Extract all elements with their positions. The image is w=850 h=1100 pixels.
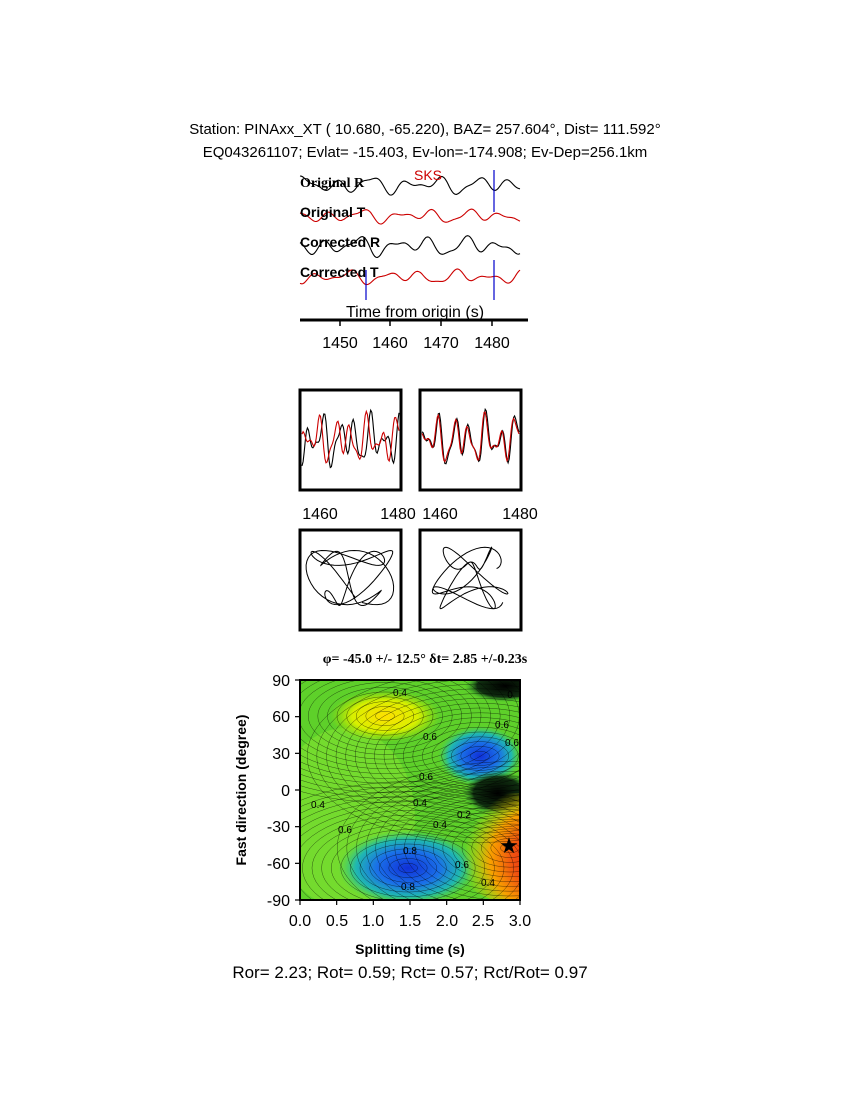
- contour-value-label: 0.4: [481, 878, 495, 889]
- phase-label-sks: SKS: [414, 167, 443, 183]
- window-traces-corrected: [422, 409, 519, 463]
- contour-value-label: 0.6: [495, 720, 509, 731]
- ytick-30: 30: [272, 746, 290, 763]
- particle-motion-original: [306, 551, 394, 606]
- contour-value-label: 0.6: [338, 825, 352, 836]
- window-waveforms: [290, 380, 550, 530]
- particle-box-corrected: [420, 530, 521, 630]
- ytick-60: 60: [272, 709, 290, 726]
- contour-value-label: 0: [507, 690, 513, 701]
- xtick-1-0: 1.0: [361, 913, 385, 930]
- contour-value-label: 0.8: [403, 846, 417, 857]
- contour-value-label: 0.6: [505, 738, 519, 749]
- xtick-0-5: 0.5: [325, 913, 349, 930]
- correlation-stats: Ror= 2.23; Rot= 0.59; Rct= 0.57; Rct/Rot= 0.97: [232, 963, 588, 982]
- xtick-0: 0.0: [288, 913, 312, 930]
- contour-value-label: 0.6: [419, 772, 433, 783]
- particle-path-corrected: [432, 547, 508, 608]
- window-tick-left-1480: 1480: [380, 506, 416, 523]
- contour-value-label: 0.4: [311, 800, 325, 811]
- particle-box-original: [300, 530, 401, 630]
- contour-value-label: 0.4: [393, 688, 407, 699]
- xtick-2-0: 2.0: [435, 913, 459, 930]
- contour-value-label: 0.6: [455, 860, 469, 871]
- xtick-2-5: 2.5: [471, 913, 495, 930]
- energy-grid-chart: [230, 668, 550, 968]
- ytick-minus60: -60: [266, 856, 290, 873]
- time-tick-1470: 1470: [423, 335, 459, 352]
- xtick-1-5: 1.5: [398, 913, 422, 930]
- y-axis-label: Fast direction (degree): [233, 714, 249, 866]
- window-tick-right-1460: 1460: [422, 506, 458, 523]
- x-axis-label: Splitting time (s): [355, 941, 465, 957]
- time-axis-label: Time from origin (s): [345, 304, 485, 321]
- contour-value-label: 0.4: [413, 798, 427, 809]
- ytick-minus30: -30: [266, 819, 290, 836]
- window-trace-r-corrected: [422, 409, 519, 463]
- time-tick-1460: 1460: [372, 335, 408, 352]
- result-title: φ= -45.0 +/- 12.5° δt= 2.85 +/-0.23s: [322, 652, 528, 667]
- trace-label-corrected-t: Corrected T: [300, 264, 379, 280]
- contour-value-label: 0.8: [401, 882, 415, 893]
- contour-value-label: 0.2: [457, 810, 471, 821]
- contour-value-label: 0.4: [433, 820, 447, 831]
- window-tick-right-1480: 1480: [502, 506, 538, 523]
- time-tick-1480: 1480: [474, 335, 510, 352]
- contour-value-label: 0.6: [423, 732, 437, 743]
- xtick-3-0: 3.0: [508, 913, 532, 930]
- particle-motion-corrected: [432, 547, 508, 608]
- trace-label-original-r: Original R: [300, 176, 365, 191]
- window-traces-original: [302, 410, 399, 467]
- window-tick-left-1460: 1460: [302, 506, 338, 523]
- ytick-90: 90: [272, 673, 290, 690]
- particle-motion-panels: [290, 520, 550, 640]
- traces-panel: [290, 160, 540, 360]
- time-tick-1450: 1450: [322, 335, 358, 352]
- event-header: EQ043261107; Evlat= -15.403, Ev-lon=-174.908; Ev-Dep=256.1km: [202, 144, 648, 161]
- station-header: Station: PINAxx_XT ( 10.680, -65.220), BAZ= 257.604°, Dist= 111.592°: [189, 121, 661, 138]
- ytick-0: 0: [281, 783, 290, 800]
- best-fit-star-icon: ★: [499, 833, 519, 858]
- ytick-minus90: -90: [266, 893, 290, 910]
- trace-label-original-t: Original T: [300, 204, 366, 220]
- trace-label-corrected-r: Corrected R: [300, 234, 381, 250]
- particle-path-original: [306, 551, 394, 606]
